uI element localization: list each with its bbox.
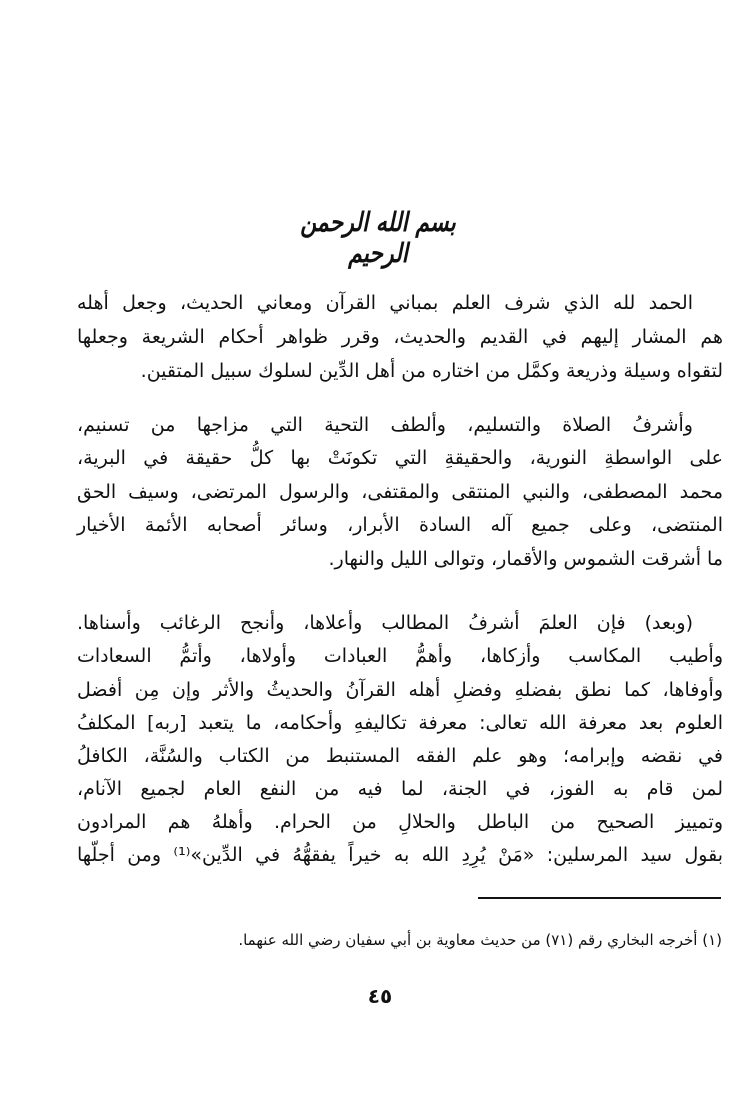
text-line: محمد المصطفى، والنبي المنتقى والمقتفى، والرسول المرتضى، وسيف الحق <box>77 481 723 503</box>
text-line: لمن قام به الفوز، في الجنة، لما فيه من النفع العام لجميع الآنام، <box>77 778 723 800</box>
footnote-divider <box>478 897 721 899</box>
text-line: وتمييز الصحيح من الباطل والحلالِ من الحرام. وأهلهُ هم المرادون <box>77 811 723 833</box>
text-line: (وبعد) فإن العلمَ أشرفُ المطالب وأعلاها، وأنجح الرغائب وأسناها. <box>77 612 693 634</box>
text-line: المنتضى، وعلى جميع آله السادة الأبرار، وسائر أصحابه الأئمة الأخيار <box>77 514 723 536</box>
text-line: في نقضه وإبرامه؛ وهو علم الفقه المستنبط من الكتاب والسُنَّة، الكافلُ <box>77 745 723 767</box>
text-line: بقول سيد المرسلين: «مَنْ يُرِدِ الله به خيراً يفقهُّهُ في الدِّين»⁽¹⁾ ومن أجلّها <box>77 844 723 866</box>
text-line: الحمد لله الذي شرف العلم بمباني القرآن ومعاني الحديث، وجعل أهله <box>77 292 693 314</box>
footnote: (١) أخرجه البخاري رقم (٧١) من حديث معاوية بن أبي سفيان رضي الله عنهما. <box>238 931 722 949</box>
text-line: على الواسطةِ النورية، والحقيقةِ التي تكونَتْ بها كلُّ حقيقة في البرية، <box>77 447 723 469</box>
page-number: ٤٥ <box>367 984 393 1008</box>
basmala-calligraphy: بسم الله الرحمن الرحيم <box>300 206 456 270</box>
text-line: وأطيب المكاسب وأزكاها، وأهمُّ العبادات وأولاها، وأتمُّ السعادات <box>77 645 723 667</box>
text-line: لتقواه وسيلة وذريعة وكمَّل من اختاره من أهل الدِّين لسلوك سبيل المتقين. <box>140 360 723 382</box>
text-line: وأشرفُ الصلاة والتسليم، وألطف التحية التي مزاجها من تسنيم، <box>77 414 693 436</box>
text-line: ما أشرقت الشموس والأقمار، وتوالى الليل والنهار. <box>328 548 723 570</box>
text-line: هم المشار إليهم في القديم والحديث، وقرر ظواهر أحكام الشريعة وجعلها <box>77 326 723 348</box>
text-line: وأوفاها، كما نطق بفضلهِ وفضلِ أهله القرآنُ والحديثُ والأثر وإن مِن أفضل <box>77 679 723 701</box>
text-line: العلوم بعد معرفة الله تعالى: معرفة تكاليفهِ وأحكامه، ما يتعبد [ربه] المكلفُ <box>77 712 723 734</box>
